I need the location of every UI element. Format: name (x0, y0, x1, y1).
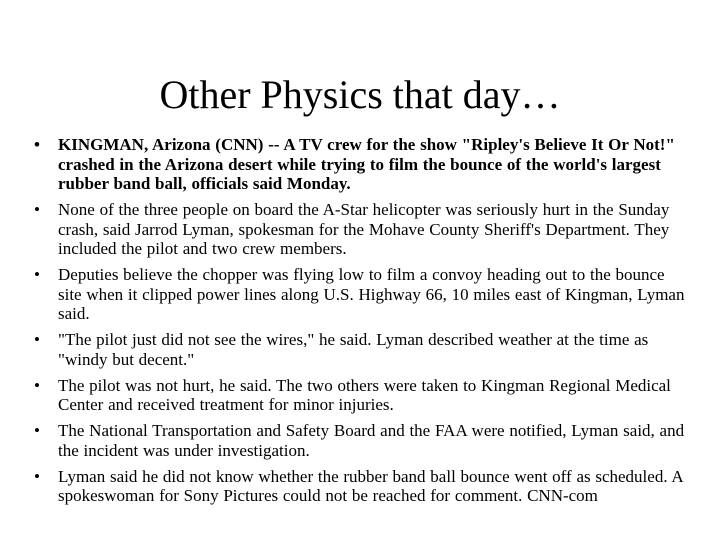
bullet-icon: • (34, 265, 40, 284)
bullet-item (30, 467, 690, 506)
bullet-text: KINGMAN, Arizona (CNN) -- A TV crew for the show "Ripley's Believe It Or Not!" crashed in the Arizona desert while trying to film the bounce of the world's largest rubber band ball, officials said Monday. (58, 135, 675, 193)
bullet-icon: • (34, 466, 40, 486)
bullet-item (30, 265, 690, 324)
bullet-icon: • (34, 330, 40, 349)
bullet-list (30, 135, 690, 512)
bullet-item (30, 421, 690, 460)
bullet-icon: • (34, 375, 40, 395)
bullet-text: "The pilot just did not see the wires," he said. Lyman described weather at the time as "windy but decent." (58, 330, 649, 369)
bullet-item (30, 376, 690, 415)
bullet-text: Deputies believe the chopper was flying low to film a convoy heading out to the bounce site when it clipped power lines along U.S. Highway 66, 10 miles east of Kingman, Lyman said. (58, 265, 685, 323)
bullet-item (30, 330, 690, 369)
bullet-icon: • (34, 421, 40, 440)
bullet-item (30, 135, 690, 194)
bullet-text: The National Transportation and Safety Board and the FAA were notified, Lyman said, and the incident was under investigation. (58, 421, 685, 460)
bullet-text: Lyman said he did not know whether the rubber band ball bounce went off as scheduled. A spokeswoman for Sony Pictures could not be reached for comment. CNN-com (58, 466, 683, 505)
bullet-item (30, 200, 690, 259)
bullet-text: None of the three people on board the A-Star helicopter was seriously hurt in the Sunday crash, said Jarrod Lyman, spokesman for the Mohave County Sheriff's Department. They included the pilot and two crew members. (58, 200, 670, 258)
slide-title: Other Physics that day… (159, 72, 561, 117)
bullet-icon: • (34, 135, 40, 154)
bullet-icon: • (34, 200, 40, 219)
bullet-text: The pilot was not hurt, he said. The two others were taken to Kingman Regional Medical Center and received treatment for minor injuries. (58, 375, 671, 414)
